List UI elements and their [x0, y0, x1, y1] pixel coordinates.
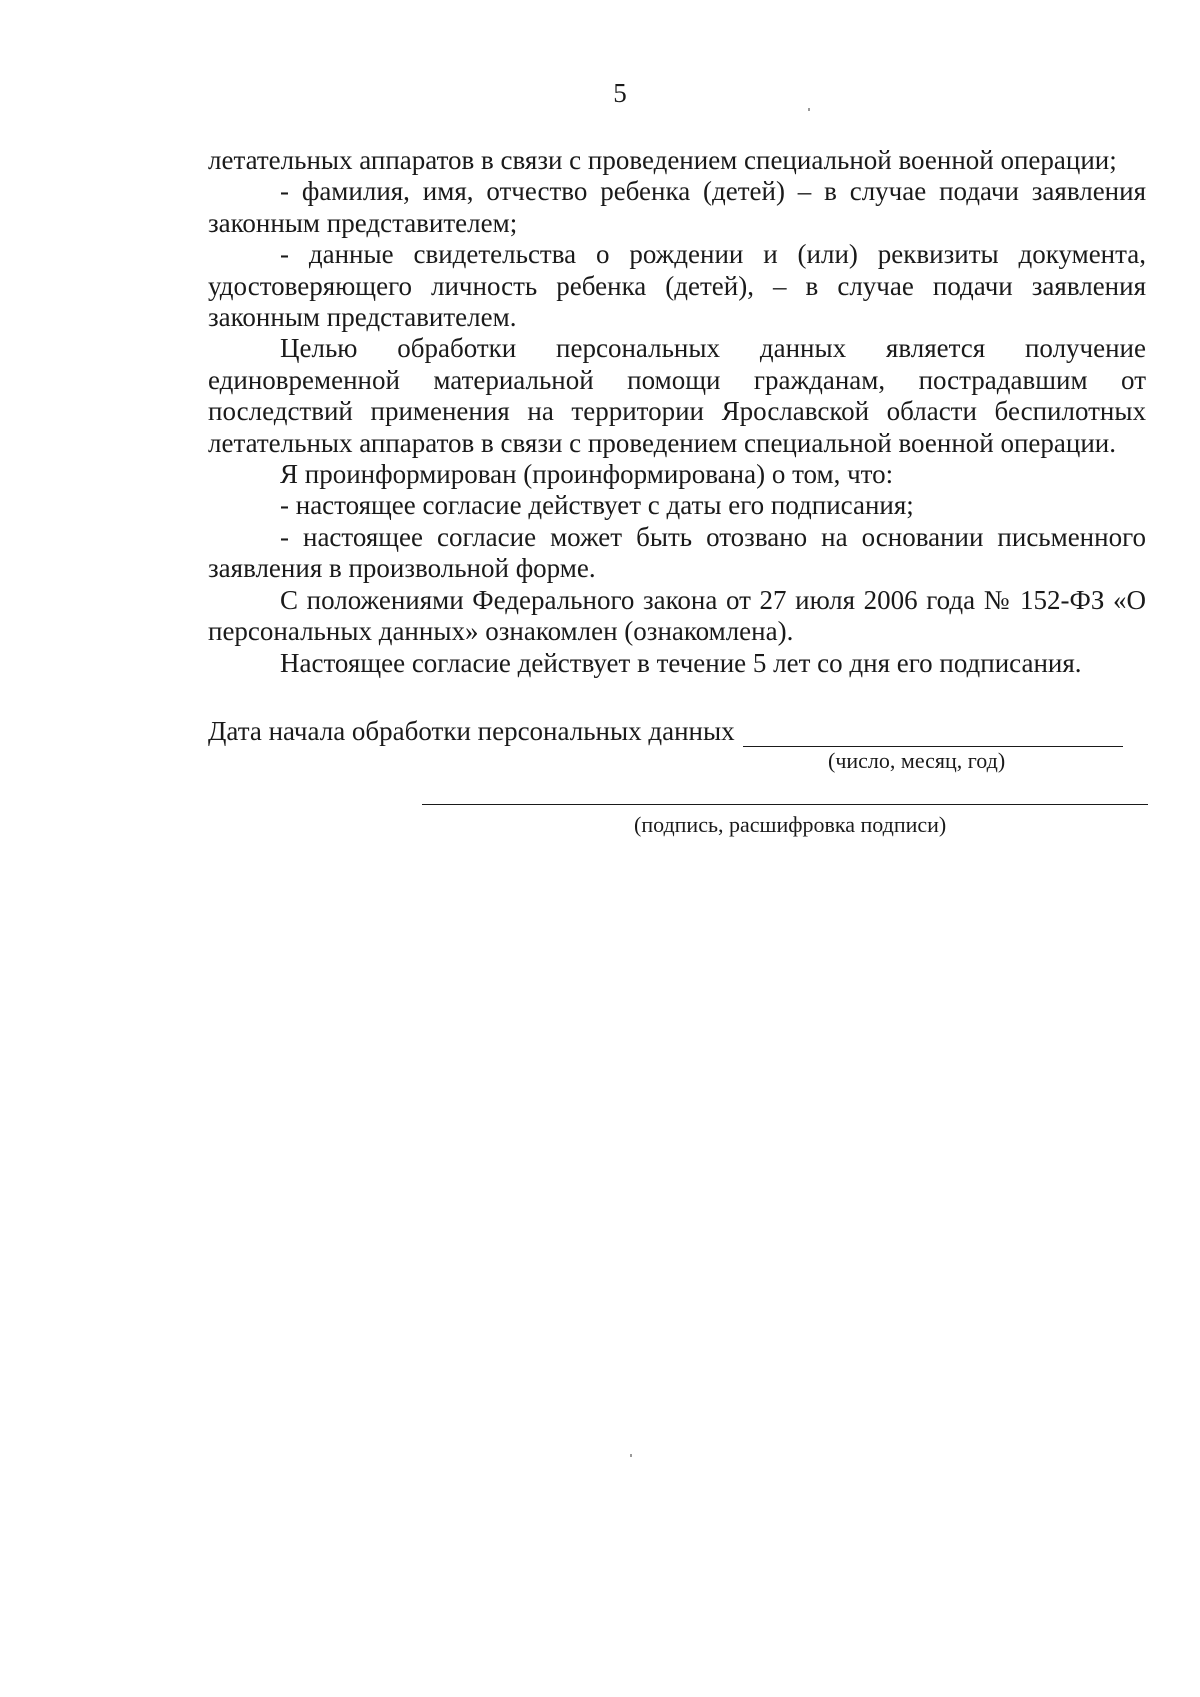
- paragraph-validity-period: Настоящее согласие действует в течение 5 лет со дня его подписания.: [280, 647, 1082, 678]
- paragraph-federal-law: С положениями Федерального закона от 27 июля 2006 года № 152-ФЗ «О персональных данных» ознакомлен (ознакомлена).: [208, 584, 1146, 647]
- date-row: [208, 716, 1146, 747]
- paragraph-birth-certificate: - данные свидетельства о рождении и (или) реквизиты документа, удостоверяющего личность ребенка (детей), – в случае подачи заявления законным представителем.: [208, 239, 1146, 333]
- paragraph-valid-from-signing: - настоящее согласие действует с даты его подписания;: [280, 490, 914, 521]
- signature-caption: (подпись, расшифровка подписи): [634, 812, 947, 837]
- consent-body: [208, 145, 1146, 679]
- scan-speck: [630, 1454, 632, 1457]
- paragraph-child-name: - фамилия, имя, отчество ребенка (детей) – в случае подачи заявления законным представителем;: [208, 176, 1146, 238]
- date-label: Дата начала обработки персональных данных: [208, 716, 735, 746]
- scan-speck: [808, 108, 810, 111]
- paragraph-processing-purpose: Целью обработки персональных данных является получение единовременной материальной помощи гражданам, пострадавшим от последствий применения на территории Ярославской области беспилотных летательных аппаратов в связи с проведением специальной военной операции.: [208, 333, 1146, 458]
- date-field[interactable]: [743, 720, 1123, 747]
- paragraph-continuation: летательных аппаратов в связи с проведением специальной военной операции;: [208, 145, 1117, 175]
- page-number: 5: [613, 78, 627, 108]
- signature-field[interactable]: [422, 804, 1148, 805]
- paragraph-informed: Я проинформирован (проинформирована) о том, что:: [280, 459, 894, 490]
- date-caption: (число, месяц, год): [828, 748, 1006, 773]
- paragraph-revocation: - настоящее согласие может быть отозвано на основании письменного заявления в произвольной форме.: [208, 521, 1146, 584]
- signature-block: [208, 716, 1146, 837]
